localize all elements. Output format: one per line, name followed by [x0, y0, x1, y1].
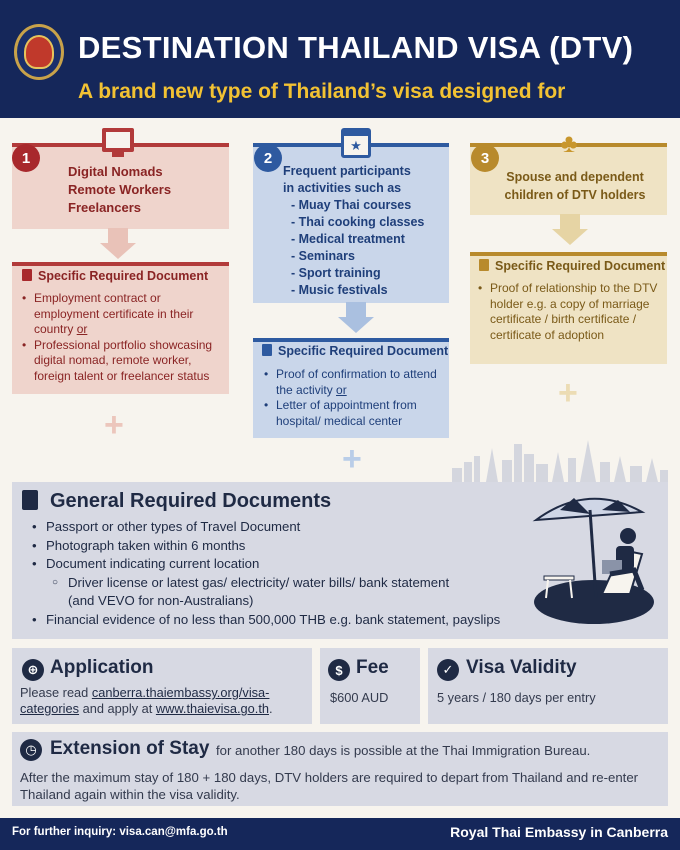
audience-intro: Frequent participants: [283, 164, 411, 178]
activity-item: - Muay Thai courses: [291, 198, 412, 212]
embassy-visa-link[interactable]: canberra.thaiembassy.org/visa-categories: [20, 685, 270, 716]
monitor-icon: [102, 128, 134, 152]
activity-item: - Seminars: [291, 249, 355, 263]
bangkok-skyline-icon: [448, 438, 668, 482]
fee-title: Fee: [356, 657, 389, 678]
column-1-number: 1: [12, 144, 40, 172]
monitor-stand-icon: [112, 152, 124, 157]
column-3-doc-list: [478, 281, 664, 343]
document-icon: [22, 269, 32, 281]
arrow-head-icon: [100, 243, 136, 259]
fee-value: $600 AUD: [330, 690, 389, 705]
checkmark-icon: ✓: [437, 659, 459, 681]
general-documents-list: [28, 518, 538, 630]
column-2-doc-title: Specific Required Document: [262, 344, 448, 358]
activity-item: - Sport training: [291, 266, 381, 280]
column-3-audience: [488, 168, 662, 204]
column-3-doc-title: Specific Required Document: [479, 259, 665, 273]
thaievisa-link[interactable]: www.thaievisa.go.th: [155, 701, 269, 716]
extension-title: Extension of Stay: [50, 738, 210, 759]
document-icon: [479, 259, 489, 271]
column-2-doc-list: [264, 367, 446, 429]
activity-item: - Thai cooking classes: [291, 215, 425, 229]
column-2-number: 2: [254, 144, 282, 172]
sub-list-item-continued: (and VEVO for non-Australians): [68, 593, 254, 609]
globe-icon: ⊕: [22, 659, 44, 681]
inquiry-email[interactable]: For further inquiry: visa.can@mfa.go.th: [12, 826, 228, 838]
plus-icon: +: [104, 406, 124, 444]
extension-inline-text: for another 180 days is possible at the Thai Immigration Bureau.: [216, 743, 591, 758]
general-documents-title: General Required Documents: [50, 490, 332, 512]
arrow-down-icon: [346, 302, 366, 318]
plus-icon: +: [558, 374, 578, 412]
arrow-head-icon: [338, 317, 374, 333]
arrow-head-icon: [552, 229, 588, 245]
beach-laptop-illustration: [530, 490, 658, 630]
list-item: • Document indicating current location: [28, 555, 538, 574]
plus-icon: +: [342, 440, 362, 478]
activity-item: - Music festivals: [291, 283, 388, 297]
activity-item: - Medical treatment: [291, 232, 405, 246]
page-title: DESTINATION THAILAND VISA (DTV): [78, 30, 634, 65]
column-1-doc-title: Specific Required Document: [22, 269, 208, 283]
arrow-down-icon: [560, 214, 580, 230]
audience-item: children of DTV holders: [504, 188, 646, 202]
list-item: • Employment contract or employment certificate in their country or: [22, 291, 226, 338]
validity-value: 5 years / 180 days per entry: [437, 690, 596, 705]
clock-icon: ◷: [20, 739, 42, 761]
audience-item: Digital Nomads: [68, 164, 163, 179]
page-subtitle: A brand new type of Thailand’s visa designed for: [78, 80, 566, 103]
arrow-down-icon: [108, 228, 128, 244]
list-item: • Passport or other types of Travel Document: [28, 518, 538, 537]
column-1-audience: [68, 163, 171, 217]
calendar-star-icon: ★: [341, 128, 371, 158]
application-text: Please read canberra.thaiembassy.org/visa-categories and apply at www.thaievisa.go.th.: [20, 685, 273, 716]
list-item: • Photograph taken within 6 months: [28, 537, 538, 556]
embassy-name: Royal Thai Embassy in Canberra: [450, 824, 668, 840]
family-icon: ♣: [560, 128, 578, 158]
column-3-number: 3: [471, 144, 499, 172]
audience-item: Spouse and dependent: [506, 170, 644, 184]
list-item: • Financial evidence of no less than 500,000 THB e.g. bank statement, payslips: [28, 611, 538, 630]
column-2-audience: [283, 163, 424, 299]
column-1-doc-list: [22, 291, 226, 384]
application-title: Application: [50, 657, 154, 678]
audience-item: Freelancers: [68, 200, 141, 215]
audience-intro: in activities such as: [283, 181, 402, 195]
list-item: • Professional portfolio showcasing digital nomad, remote worker, foreign talent or freelancer status: [22, 338, 226, 385]
document-icon: [22, 490, 38, 510]
list-item: • Letter of appointment from hospital/ medical center: [264, 398, 446, 429]
validity-title: Visa Validity: [466, 657, 577, 678]
document-icon: [262, 344, 272, 356]
list-item: • Proof of confirmation to attend the activity or: [264, 367, 446, 398]
audience-item: Remote Workers: [68, 182, 172, 197]
extension-body-text: After the maximum stay of 180 + 180 days, DTV holders are required to depart from Thailand and re-enter Thailand again within the visa validity.: [20, 770, 639, 802]
list-item: • Proof of relationship to the DTV holder e.g. a copy of marriage certificate / birth certificate / certificate of adoption: [478, 281, 664, 343]
sub-list-item: ○ Driver license or latest gas/ electricity/ water bills/ bank statement: [28, 574, 538, 593]
dollar-icon: $: [328, 659, 350, 681]
embassy-seal-icon: [14, 24, 64, 80]
